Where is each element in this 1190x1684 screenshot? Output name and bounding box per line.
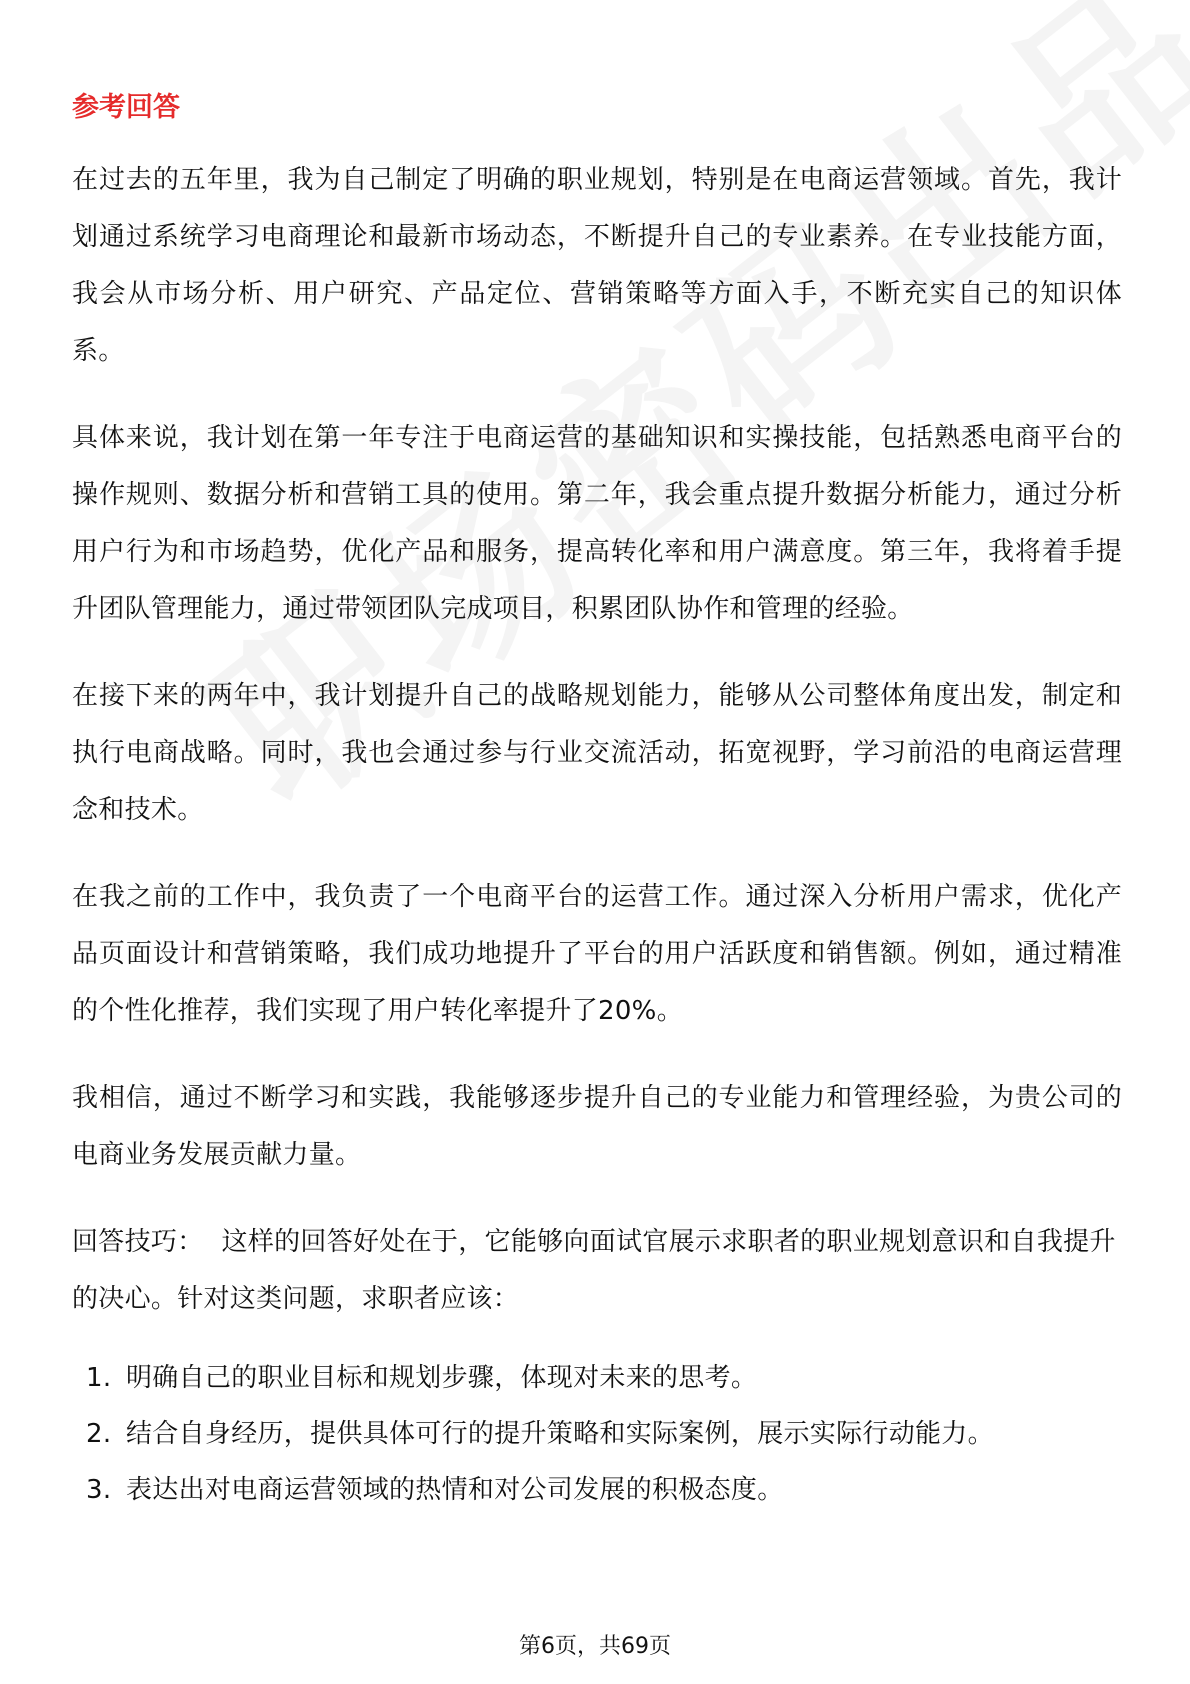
list-item-number: 2. bbox=[86, 1419, 112, 1449]
section-title: 参考回答 bbox=[72, 92, 180, 123]
list-item bbox=[86, 1462, 1122, 1518]
list-item-number: 3. bbox=[86, 1475, 112, 1505]
tips-list bbox=[72, 1350, 1122, 1518]
page-footer: 第6页，共69页 bbox=[519, 1634, 671, 1659]
list-item-text: 结合自身经历，提供具体可行的提升策略和实际案例，展示实际行动能力。 bbox=[126, 1419, 994, 1449]
paragraph-2: 具体来说，我计划在第一年专注于电商运营的基础知识和实操技能，包括熟悉电商平台的操作规则、数据分析和营销工具的使用。第二年，我会重点提升数据分析能力，通过分析用户行为和市场趋势，优化产品和服务，提高转化率和用户满意度。第三年，我将着手提升团队管理能力，通过带领团队完成项目，积累团队协作和管理的经验。 bbox=[72, 423, 1122, 624]
paragraph-4: 在我之前的工作中，我负责了一个电商平台的运营工作。通过深入分析用户需求，优化产品页面设计和营销策略，我们成功地提升了平台的用户活跃度和销售额。例如，通过精准的个性化推荐，我们实现了用户转化率提升了20%。 bbox=[72, 882, 1122, 1026]
document-page bbox=[72, 88, 1122, 1518]
list-item-text: 明确自己的职业目标和规划步骤，体现对未来的思考。 bbox=[126, 1363, 758, 1393]
paragraph-1: 在过去的五年里，我为自己制定了明确的职业规划，特别是在电商运营领域。首先，我计划通过系统学习电商理论和最新市场动态，不断提升自己的专业素养。在专业技能方面，我会从市场分析、用户研究、产品定位、营销策略等方面入手，不断充实自己的知识体系。 bbox=[72, 165, 1122, 366]
list-item-text: 表达出对电商运营领域的热情和对公司发展的积极态度。 bbox=[126, 1475, 784, 1505]
answer-tips-text: 这样的回答好处在于，它能够向面试官展示求职者的职业规划意识和自我提升的决心。针对这类问题，求职者应该： bbox=[72, 1227, 1116, 1314]
answer-tips bbox=[72, 1214, 1122, 1328]
list-item bbox=[86, 1406, 1122, 1462]
list-item bbox=[86, 1350, 1122, 1406]
paragraph-5: 我相信，通过不断学习和实践，我能够逐步提升自己的专业能力和管理经验，为贵公司的电商业务发展贡献力量。 bbox=[72, 1083, 1122, 1170]
paragraph-3: 在接下来的两年中，我计划提升自己的战略规划能力，能够从公司整体角度出发，制定和执行电商战略。同时，我也会通过参与行业交流活动，拓宽视野，学习前沿的电商运营理念和技术。 bbox=[72, 681, 1122, 825]
list-item-number: 1. bbox=[86, 1363, 112, 1393]
answer-tips-label: 回答技巧： bbox=[72, 1227, 204, 1257]
